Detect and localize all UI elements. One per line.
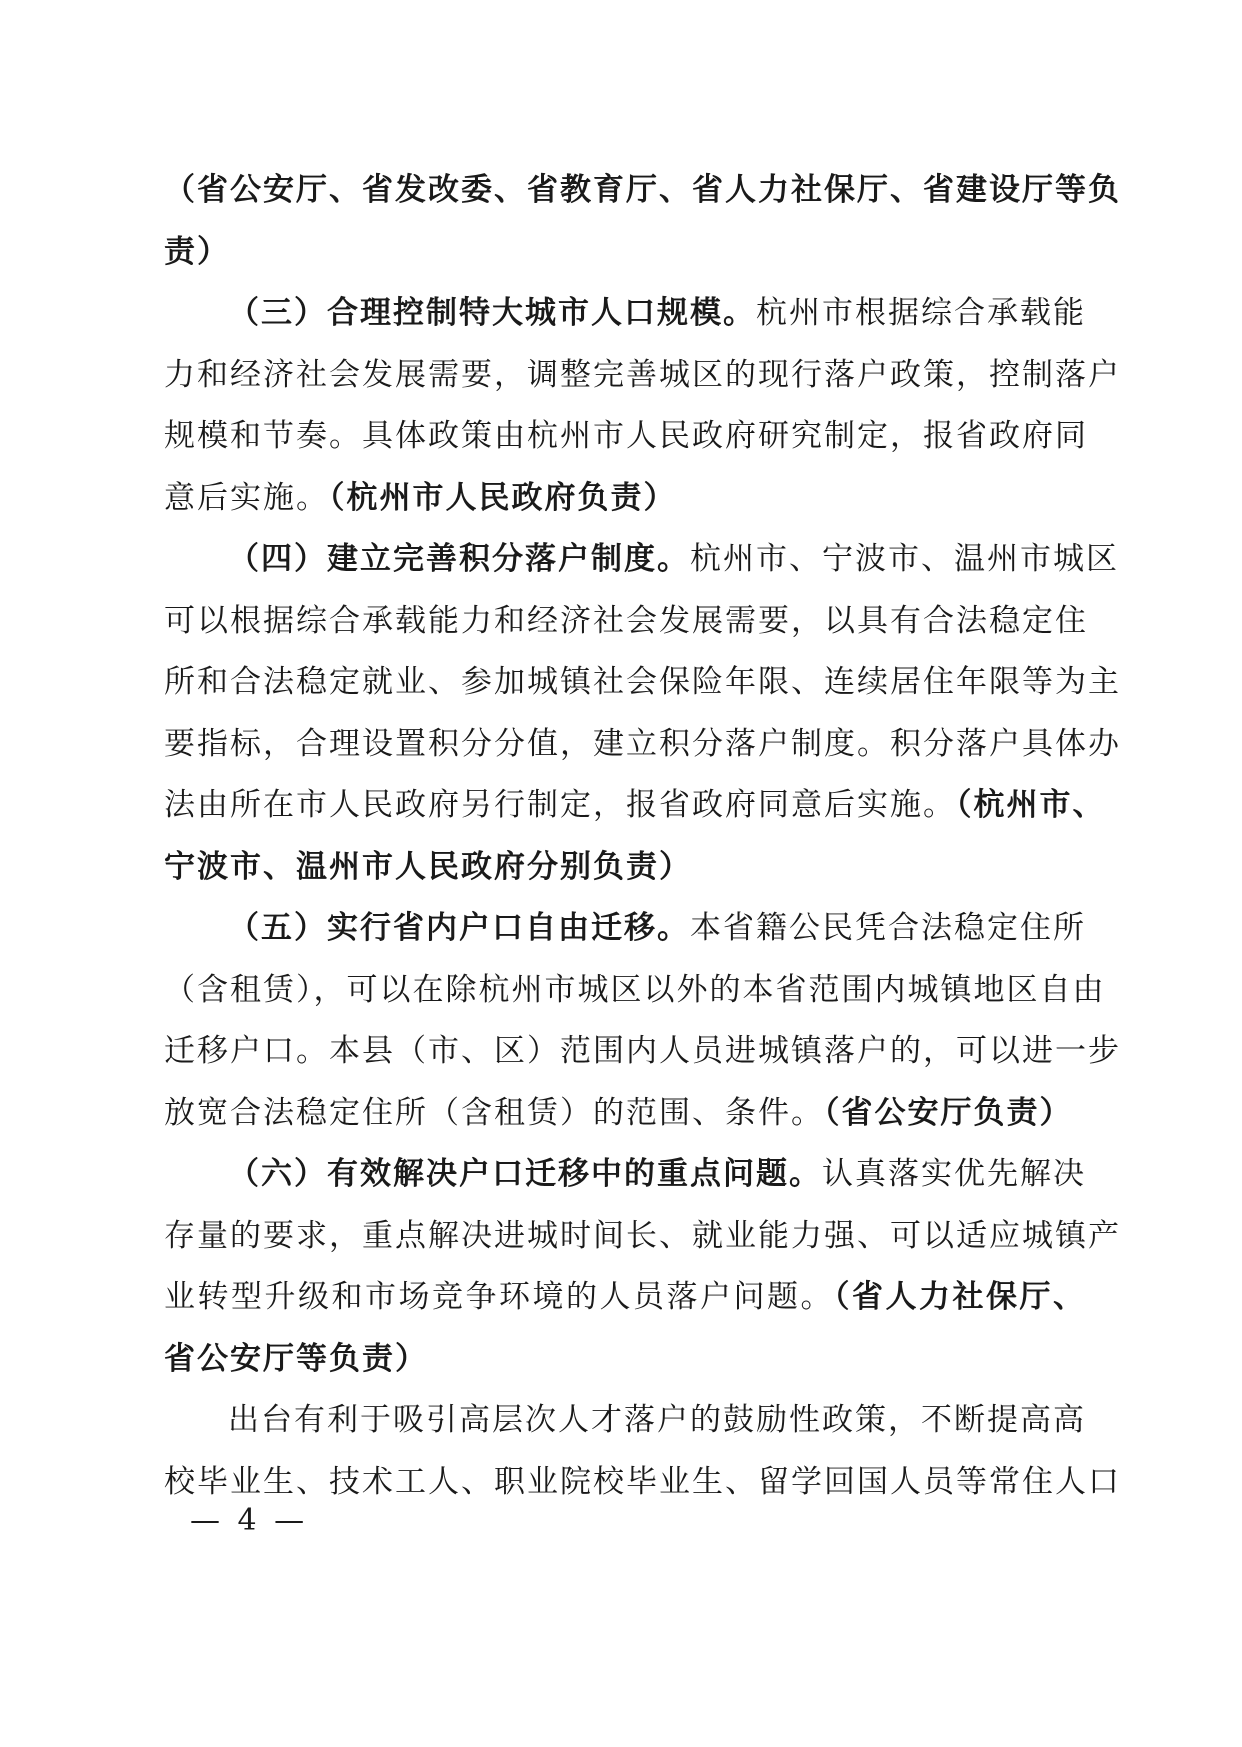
text-line: [164, 1267, 1086, 1329]
text-segment: 存量的要求，重点解决进城时间长、就业能力强、可以适应城镇产: [164, 1217, 1121, 1254]
bold-text-segment: （杭州市、: [956, 787, 1106, 823]
text-line: [164, 652, 1121, 714]
bold-text-segment: （省公安厅、省发改委、省教育厅、省人力社保厅、省建设厅等负: [164, 172, 1121, 208]
text-line: [164, 1021, 1121, 1083]
text-line: [164, 222, 1086, 284]
text-segment: （含租赁），可以在除杭州市城区以外的本省范围内城镇地区自由: [164, 971, 1106, 1008]
text-line: [164, 529, 1119, 591]
bold-text-segment: （杭州市人民政府负责）: [329, 479, 677, 516]
text-segment: 认真落实优先解决: [822, 1156, 1086, 1192]
text-line: [164, 714, 1121, 776]
bold-text-segment: （省公安厅负责）: [824, 1094, 1073, 1131]
bold-text-segment: （五）实行省内户口自由迁移。: [228, 910, 690, 946]
text-line: [164, 160, 1121, 222]
text-segment: 校毕业生、技术工人、职业院校毕业生、留学回国人员等常住人口: [164, 1463, 1121, 1500]
page-number: — 4 —: [190, 1503, 309, 1538]
text-segment: 放宽合法稳定住所（含租赁）的范围、条件。: [164, 1094, 824, 1131]
text-line: [164, 1390, 1086, 1452]
text-line: [164, 1144, 1086, 1206]
text-line: [164, 468, 1086, 530]
text-line: [164, 283, 1086, 345]
bold-text-segment: （省人力社保厅、: [834, 1279, 1086, 1315]
text-line: [164, 898, 1086, 960]
text-segment: 力和经济社会发展需要，调整完善城区的现行落户政策，控制落户: [164, 356, 1121, 393]
text-line: [164, 406, 1086, 468]
bold-text-segment: （六）有效解决户口迁移中的重点问题。: [228, 1156, 822, 1192]
bold-text-segment: （三）合理控制特大城市人口规模。: [228, 295, 756, 331]
bold-text-segment: 省公安厅等负责）: [164, 1340, 428, 1377]
document-body: [164, 160, 1121, 1513]
text-line: [164, 1329, 1086, 1391]
text-line: [164, 960, 1106, 1022]
text-line: [164, 345, 1121, 407]
text-segment: 法由所在市人民政府另行制定，报省政府同意后实施。: [164, 787, 956, 823]
text-segment: 杭州市根据综合承载能: [756, 295, 1086, 331]
text-segment: 规模和节奏。具体政策由杭州市人民政府研究制定，报省政府同: [164, 418, 1088, 454]
text-segment: 本省籍公民凭合法稳定住所: [690, 910, 1086, 946]
bold-text-segment: 宁波市、温州市人民政府分别负责）: [164, 848, 692, 885]
text-line: [164, 837, 1086, 899]
text-line: [164, 1083, 1086, 1145]
text-segment: 迁移户口。本县（市、区）范围内人员进城镇落户的，可以进一步: [164, 1033, 1121, 1069]
text-segment: 意后实施。: [164, 479, 329, 516]
text-segment: 业转型升级和市场竞争环境的人员落户问题。: [164, 1279, 834, 1315]
text-line: [164, 775, 1106, 837]
bold-text-segment: （四）建立完善积分落户制度。: [228, 541, 690, 577]
text-segment: 要指标，合理设置积分分值，建立积分落户制度。积分落户具体办: [164, 725, 1121, 762]
bold-text-segment: 责）: [164, 233, 230, 270]
text-segment: 可以根据综合承载能力和经济社会发展需要，以具有合法稳定住: [164, 602, 1088, 639]
text-line: [164, 591, 1086, 653]
text-segment: 杭州市、宁波市、温州市城区: [690, 541, 1119, 577]
text-segment: 出台有利于吸引高层次人才落户的鼓励性政策，不断提高高: [228, 1402, 1086, 1438]
text-line: [164, 1206, 1121, 1268]
text-segment: 所和合法稳定就业、参加城镇社会保险年限、连续居住年限等为主: [164, 664, 1121, 700]
